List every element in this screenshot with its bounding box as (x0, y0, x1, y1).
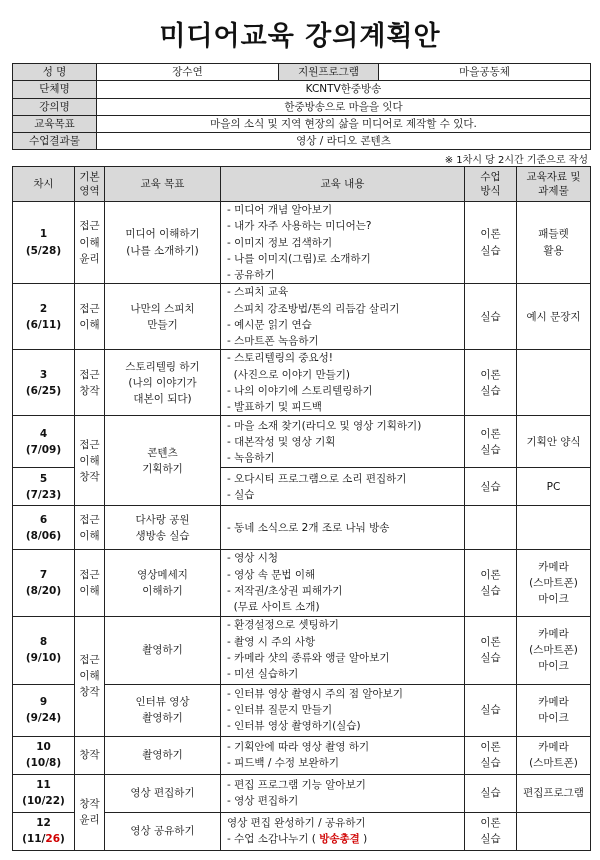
material-cell: 예시 문장지 (517, 284, 591, 350)
goal-cell: 콘텐츠 기획하기 (105, 416, 221, 506)
content-cell: - 편집 프로그램 기능 알아보기 - 영상 편집하기 (221, 774, 465, 812)
material-cell: 카메라 마이크 (517, 684, 591, 736)
material-cell: 패들렛 활용 (517, 202, 591, 284)
header-content: 교육 내용 (221, 167, 465, 202)
session-cell: 3 (6/25) (13, 350, 75, 416)
method-cell: 이론 실습 (465, 550, 517, 616)
content-cell: - 스피치 교육 스피치 강조방법/톤의 리듬감 살리기 - 예시문 읽기 연습 - 스마트폰 녹음하기 (221, 284, 465, 350)
session-cell: 4 (7/09) (13, 416, 75, 468)
course-label: 강의명 (13, 98, 97, 115)
session-cell: 8 (9/10) (13, 616, 75, 684)
method-cell (465, 506, 517, 550)
area-cell: 접근 이해 (75, 284, 105, 350)
method-cell: 이론 실습 (465, 812, 517, 850)
area-cell: 창작 윤리 (75, 774, 105, 850)
course-value: 한중방송으로 마을을 잇다 (97, 98, 591, 115)
area-cell: 접근 이해 (75, 506, 105, 550)
content-cell: - 마을 소재 찾기(라디오 및 영상 기획하기) - 대본작성 및 영상 기획 - 녹음하기 (221, 416, 465, 468)
method-cell: 이론 실습 (465, 202, 517, 284)
method-cell: 실습 (465, 468, 517, 506)
schedule-table (12, 166, 591, 851)
goal-cell: 스토리텔링 하기 (나의 이야기가 대본이 되다) (105, 350, 221, 416)
name-value: 장수연 (97, 64, 279, 81)
session-cell: 10 (10/8) (13, 736, 75, 774)
content-cell: - 영상 시청 - 영상 속 문법 이해 - 저작권/초상권 피해가기 (무료 사이트 소개) (221, 550, 465, 616)
table-row (13, 550, 591, 616)
program-label: 지원프로그램 (279, 64, 379, 81)
method-cell: 실습 (465, 684, 517, 736)
method-cell: 이론 실습 (465, 350, 517, 416)
result-value: 영상 / 라디오 콘텐츠 (97, 133, 591, 150)
content-cell: - 인터뷰 영상 촬영시 주의 점 알아보기 - 인터뷰 질문지 만들기 - 인터뷰 영상 촬영하기(실습) (221, 684, 465, 736)
table-row (13, 736, 591, 774)
name-label: 성 명 (13, 64, 97, 81)
material-cell (517, 506, 591, 550)
goal-cell: 영상메세지 이해하기 (105, 550, 221, 616)
header-goal: 교육 목표 (105, 167, 221, 202)
header-row (13, 167, 591, 202)
info-table (12, 63, 591, 150)
goal-cell: 다사랑 공원 생방송 실습 (105, 506, 221, 550)
session-cell: 2 (6/11) (13, 284, 75, 350)
material-cell: 기획안 양식 (517, 416, 591, 468)
goal-cell: 영상 편집하기 (105, 774, 221, 812)
table-row (13, 202, 591, 284)
material-cell: 카메라 (스마트폰) (517, 736, 591, 774)
header-material: 교육자료 및 과제물 (517, 167, 591, 202)
method-cell: 실습 (465, 774, 517, 812)
material-cell: 카메라 (스마트폰) 마이크 (517, 616, 591, 684)
area-cell: 접근 창작 (75, 350, 105, 416)
session-cell: 9 (9/24) (13, 684, 75, 736)
goal-value: 마을의 소식 및 지역 현장의 삶을 미디어로 제작할 수 있다. (97, 115, 591, 132)
material-cell (517, 812, 591, 850)
content-cell: - 오다시티 프로그램으로 소리 편집하기 - 실습 (221, 468, 465, 506)
area-cell: 접근 이해 윤리 (75, 202, 105, 284)
content-cell: - 동네 소식으로 2개 조로 나눠 방송 (221, 506, 465, 550)
content-cell: - 환경설정으로 셋팅하기 - 촬영 시 주의 사항 - 카메라 샷의 종류와 앵글 알아보기 - 미션 실습하기 (221, 616, 465, 684)
method-cell: 실습 (465, 284, 517, 350)
goal-cell: 인터뷰 영상 촬영하기 (105, 684, 221, 736)
org-value: KCNTV한중방송 (97, 81, 591, 98)
table-row (13, 284, 591, 350)
content-cell: 영상 편집 완성하기 / 공유하기 - 수업 소감나누기 ( 방송총결 ) (221, 812, 465, 850)
session-cell: 11 (10/22) (13, 774, 75, 812)
header-area: 기본 영역 (75, 167, 105, 202)
area-cell: 창작 (75, 736, 105, 774)
method-cell: 이론 실습 (465, 616, 517, 684)
goal-cell: 촬영하기 (105, 616, 221, 684)
table-row (13, 616, 591, 684)
table-row (13, 506, 591, 550)
session-cell: 6 (8/06) (13, 506, 75, 550)
header-method: 수업 방식 (465, 167, 517, 202)
goal-cell: 촬영하기 (105, 736, 221, 774)
header-session: 차시 (13, 167, 75, 202)
goal-cell: 미디어 이해하기 (나를 소개하기) (105, 202, 221, 284)
session-cell: 1 (5/28) (13, 202, 75, 284)
session-cell: 5 (7/23) (13, 468, 75, 506)
material-cell: PC (517, 468, 591, 506)
note-text: ※ 1차시 당 2시간 기준으로 작성 (444, 155, 588, 166)
method-cell: 이론 실습 (465, 416, 517, 468)
material-cell (517, 350, 591, 416)
content-cell: - 미디어 개념 알아보기 - 내가 자주 사용하는 미디어는? - 이미지 정보 검색하기 - 나를 이미지(그림)로 소개하기 - 공유하기 (221, 202, 465, 284)
goal-label: 교육목표 (13, 115, 97, 132)
org-label: 단체명 (13, 81, 97, 98)
table-row (13, 774, 591, 812)
area-cell: 접근 이해 창작 (75, 416, 105, 506)
goal-cell: 나만의 스피치 만들기 (105, 284, 221, 350)
method-cell: 이론 실습 (465, 736, 517, 774)
session-cell: 7 (8/20) (13, 550, 75, 616)
result-label: 수업결과물 (13, 133, 97, 150)
goal-cell: 영상 공유하기 (105, 812, 221, 850)
area-cell: 접근 이해 창작 (75, 616, 105, 736)
page-title: 미디어교육 강의계획안 (159, 21, 441, 52)
material-cell: 카메라 (스마트폰) 마이크 (517, 550, 591, 616)
content-cell: - 스토리텔링의 중요성! (사진으로 이야기 만들기) - 나의 이야기에 스토리텔링하기 - 발표하기 및 피드백 (221, 350, 465, 416)
content-cell: - 기획안에 따라 영상 촬영 하기 - 피드백 / 수정 보완하기 (221, 736, 465, 774)
table-row (13, 416, 591, 468)
session-cell: 12 (11/26) (13, 812, 75, 850)
area-cell: 접근 이해 (75, 550, 105, 616)
program-value: 마을공동체 (379, 64, 591, 81)
material-cell: 편집프로그램 (517, 774, 591, 812)
table-row (13, 350, 591, 416)
